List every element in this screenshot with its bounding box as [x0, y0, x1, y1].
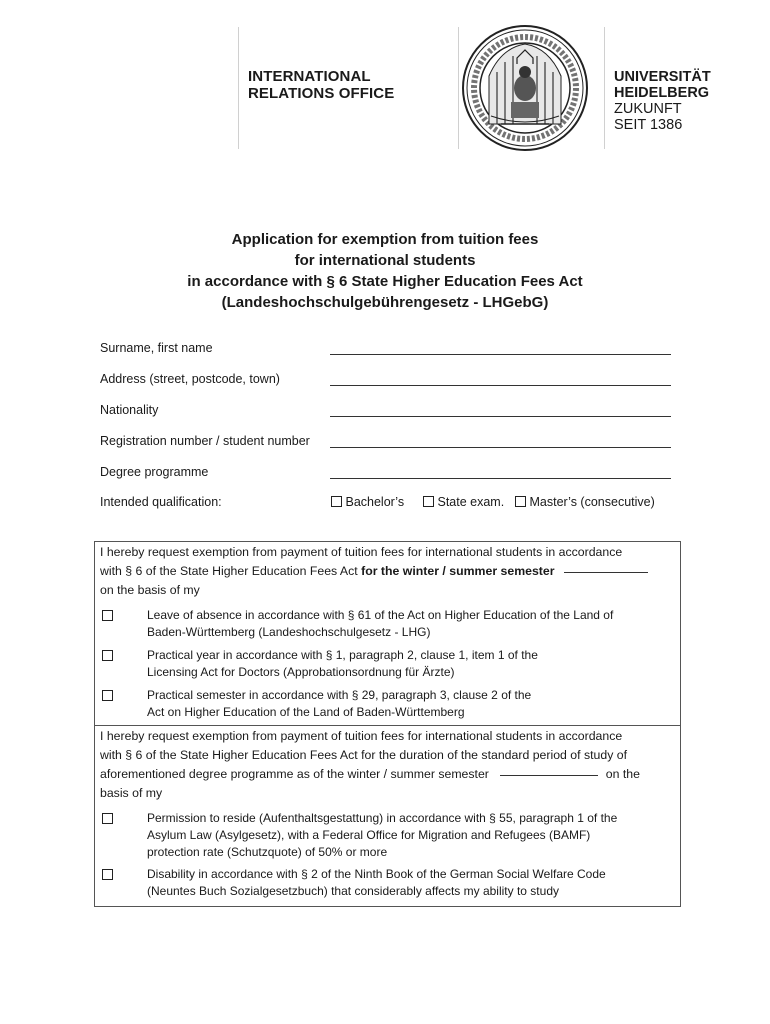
address-label: Address (street, postcode, town) [100, 372, 280, 386]
title-line-1: Application for exemption from tuition fees [231, 231, 539, 248]
section2-semester-blank[interactable] [500, 775, 598, 776]
state-exam-checkbox[interactable] [423, 496, 434, 507]
section2-line3-text: aforementioned degree programme as of the winter / summer semester [100, 767, 489, 781]
disability-checkbox[interactable] [102, 869, 113, 880]
header-divider-middle [458, 27, 459, 149]
section1-intro-line-2 [100, 562, 678, 581]
office-line-2: RELATIONS OFFICE [248, 85, 395, 102]
nationality-label: Nationality [100, 403, 159, 417]
section2-intro-line-3 [100, 765, 678, 784]
option-master[interactable] [515, 495, 655, 509]
uni-line-2: HEIDELBERG [614, 85, 710, 101]
bachelor-label: Bachelor’s [345, 495, 405, 509]
office-name [248, 68, 394, 102]
item-text-line: protection rate (Schutzquote) of 50% or more [147, 845, 388, 859]
office-line-1: INTERNATIONAL [248, 68, 371, 85]
disability-text [147, 866, 677, 900]
item-text-line: Practical semester in accordance with § 29, paragraph 3, clause 2 of the [147, 688, 532, 702]
section1-line2-text: with § 6 of the State Higher Education Fees Act [100, 564, 362, 578]
leave-of-absence-checkbox[interactable] [102, 610, 113, 621]
bachelor-checkbox[interactable] [331, 496, 342, 507]
document-title [0, 229, 770, 313]
surname-field[interactable] [330, 354, 671, 355]
item-text-line: Disability in accordance with § 2 of the Ninth Book of the German Social Welfare Code [147, 867, 606, 881]
item-text-line: Permission to reside (Aufenthaltsgestattung) in accordance with § 55, paragraph 1 of the [147, 811, 618, 825]
item-text-line: Practical year in accordance with § 1, paragraph 2, clause 1, item 1 of the [147, 648, 538, 662]
header-divider-right [604, 27, 605, 149]
leave-of-absence-text [147, 607, 677, 641]
option-state-exam[interactable] [423, 495, 504, 509]
permission-to-reside-checkbox[interactable] [102, 813, 113, 824]
header-divider-left [238, 27, 239, 149]
title-line-3: in accordance with § 6 State Higher Education Fees Act [187, 273, 583, 290]
surname-label: Surname, first name [100, 341, 213, 355]
practical-year-checkbox[interactable] [102, 650, 113, 661]
section2-intro-line-1: I hereby request exemption from payment of tuition fees for international students in accordance [100, 729, 623, 743]
practical-semester-text [147, 687, 677, 721]
section2-intro-line-4: basis of my [100, 786, 163, 800]
degree-label: Degree programme [100, 465, 209, 479]
section2-intro-line-2: with § 6 of the State Higher Education Fees Act for the duration of the standard period of study of [100, 748, 628, 762]
item-text-line: Asylum Law (Asylgesetz), with a Federal Office for Migration and Refugees (BAMF) [147, 828, 591, 842]
nationality-field[interactable] [330, 416, 671, 417]
uni-line-4: SEIT 1386 [614, 117, 683, 133]
title-line-2: for international students [294, 252, 476, 269]
section1-semester-blank[interactable] [564, 572, 648, 573]
section1-semester-phrase: for the winter / summer semester [361, 564, 555, 578]
state-exam-label: State exam. [437, 495, 505, 509]
registration-field[interactable] [330, 447, 671, 448]
university-name [614, 69, 711, 133]
item-text-line: (Neuntes Buch Sozialgesetzbuch) that considerably affects my ability to study [147, 884, 559, 898]
master-checkbox[interactable] [515, 496, 526, 507]
section1-intro-line-3: on the basis of my [100, 583, 200, 597]
registration-label: Registration number / student number [100, 434, 310, 448]
university-seal-icon [461, 24, 589, 152]
permission-to-reside-text [147, 810, 677, 861]
item-text-line: Leave of absence in accordance with § 61 of the Act on Higher Education of the Land of [147, 608, 614, 622]
option-bachelor[interactable] [331, 495, 404, 509]
practical-semester-checkbox[interactable] [102, 690, 113, 701]
master-label: Master’s (consecutive) [529, 495, 655, 509]
section1-intro-line-1: I hereby request exemption from payment of tuition fees for international students in accordance [100, 545, 623, 559]
title-line-4: (Landeshochschulgebührengesetz - LHGebG) [221, 294, 549, 311]
uni-line-3: ZUKUNFT [614, 101, 682, 117]
uni-line-1: UNIVERSITÄT [614, 69, 711, 85]
item-text-line: Baden-Württemberg (Landeshochschulgesetz - LHG) [147, 625, 431, 639]
practical-year-text [147, 647, 677, 681]
qualification-label: Intended qualification: [100, 495, 222, 509]
degree-field[interactable] [330, 478, 671, 479]
item-text-line: Licensing Act for Doctors (Approbationsordnung für Ärzte) [147, 665, 455, 679]
item-text-line: Act on Higher Education of the Land of Baden-Württemberg [147, 705, 465, 719]
address-field[interactable] [330, 385, 671, 386]
section2-line3-end: on the [605, 767, 640, 781]
